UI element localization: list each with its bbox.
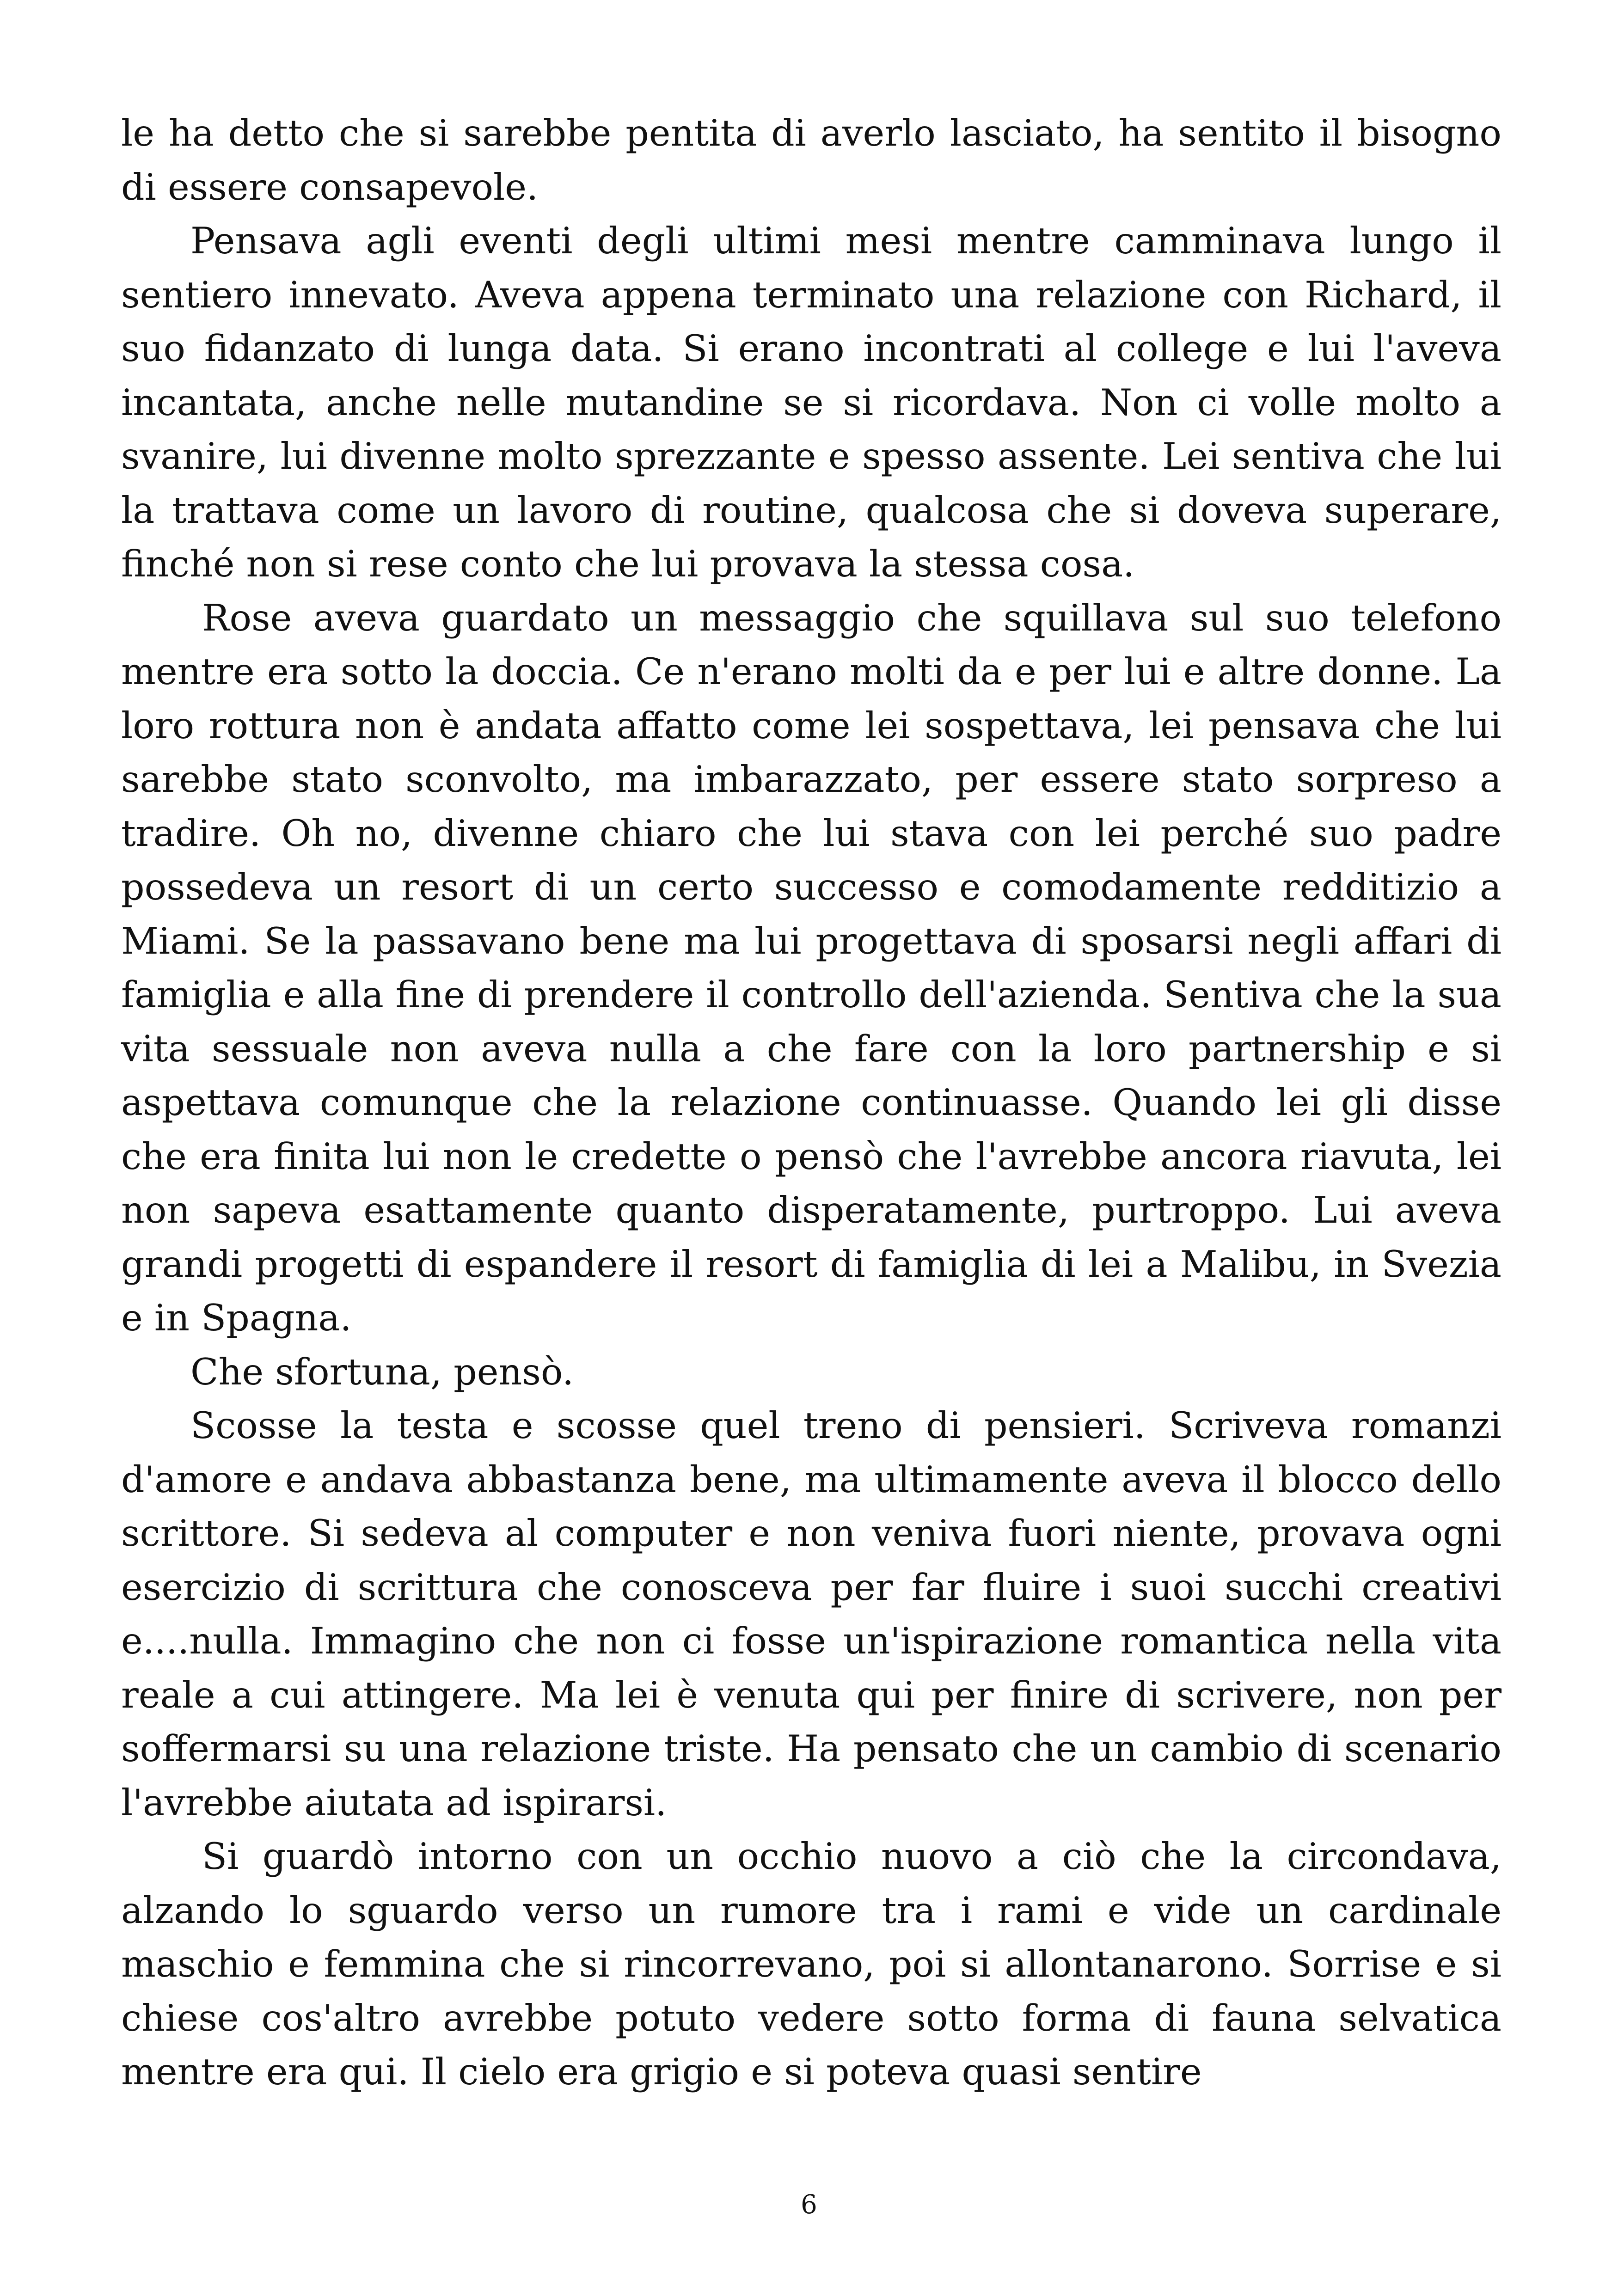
paragraph-1: le ha detto che si sarebbe pentita di averlo lasciato, ha sentito il bisogno di essere consapevole.: [121, 112, 1502, 208]
paragraph-3: Rose aveva guardato un messaggio che squillava sul suo telefono mentre era sotto la doccia. Ce n'erano molti da e per lui e altre donne. La loro rottura non è andata affatto come lei sospettava, lei pensava che lui sarebbe stato sconvolto, ma imbarazzato, per essere stato sorpreso a tradire. Oh no, divenne chiaro che lui stava con lei perché suo padre possedeva un resort di un certo successo e comodamente redditizio a Miami. Se la passavano bene ma lui progettava di sposarsi negli affari di famiglia e alla fine di prendere il controllo dell'azienda. Sentiva che la sua vita sessuale non aveva nulla a che fare con la loro partnership e si aspettava comunque che la relazione continuasse. Quando lei gli disse che era finita lui non le credette o pensò che l'avrebbe ancora riavuta, lei non sapeva esattamente quanto disperatamente, purtroppo. Lui aveva grandi progetti di espandere il resort di famiglia di lei a Malibu, in Svezia e in Spagna.: [121, 596, 1502, 1339]
paragraph-6: Si guardò intorno con un occhio nuovo a ciò che la circondava, alzando lo sguardo verso un rumore tra i rami e vide un cardinale maschio e femmina che si rincorrevano, poi si allontanarono. Sorrise e si chiese cos'altro avrebbe potuto vedere sotto forma di fauna selvatica mentre era qui. Il cielo era grigio e si poteva quasi sentire: [121, 1835, 1502, 2093]
paragraph-2: Pensava agli eventi degli ultimi mesi mentre camminava lungo il sentiero innevato. Aveva appena terminato una relazione con Richard, il suo fidanzato di lunga data. Si erano incontrati al college e lui l'aveva incantata, anche nelle mutandine se si ricordava. Non ci volle molto a svanire, lui divenne molto sprezzante e spesso assente. Lei sentiva che lui la trattava come un lavoro di routine, qualcosa che si doveva superare, finché non si rese conto che lui provava la stessa cosa.: [121, 220, 1502, 585]
paragraph-5: Scosse la testa e scosse quel treno di pensieri. Scriveva romanzi d'amore e andava abbastanza bene, ma ultimamente aveva il blocco dello scrittore. Si sedeva al computer e non veniva fuori niente, provava ogni esercizio di scrittura che conosceva per far fluire i suoi succhi creativi e....nulla. Immagino che non ci fosse un'ispirazione romantica nella vita reale a cui attingere. Ma lei è venuta qui per finire di scrivere, non per soffermarsi su una relazione triste. Ha pensato che un cambio di scenario l'avrebbe aiutata ad ispirarsi.: [121, 1404, 1502, 1824]
page-body: [121, 106, 1502, 2186]
page-number: 6: [801, 2190, 817, 2220]
paragraph-4: Che sfortuna, pensò.: [190, 1350, 574, 1393]
